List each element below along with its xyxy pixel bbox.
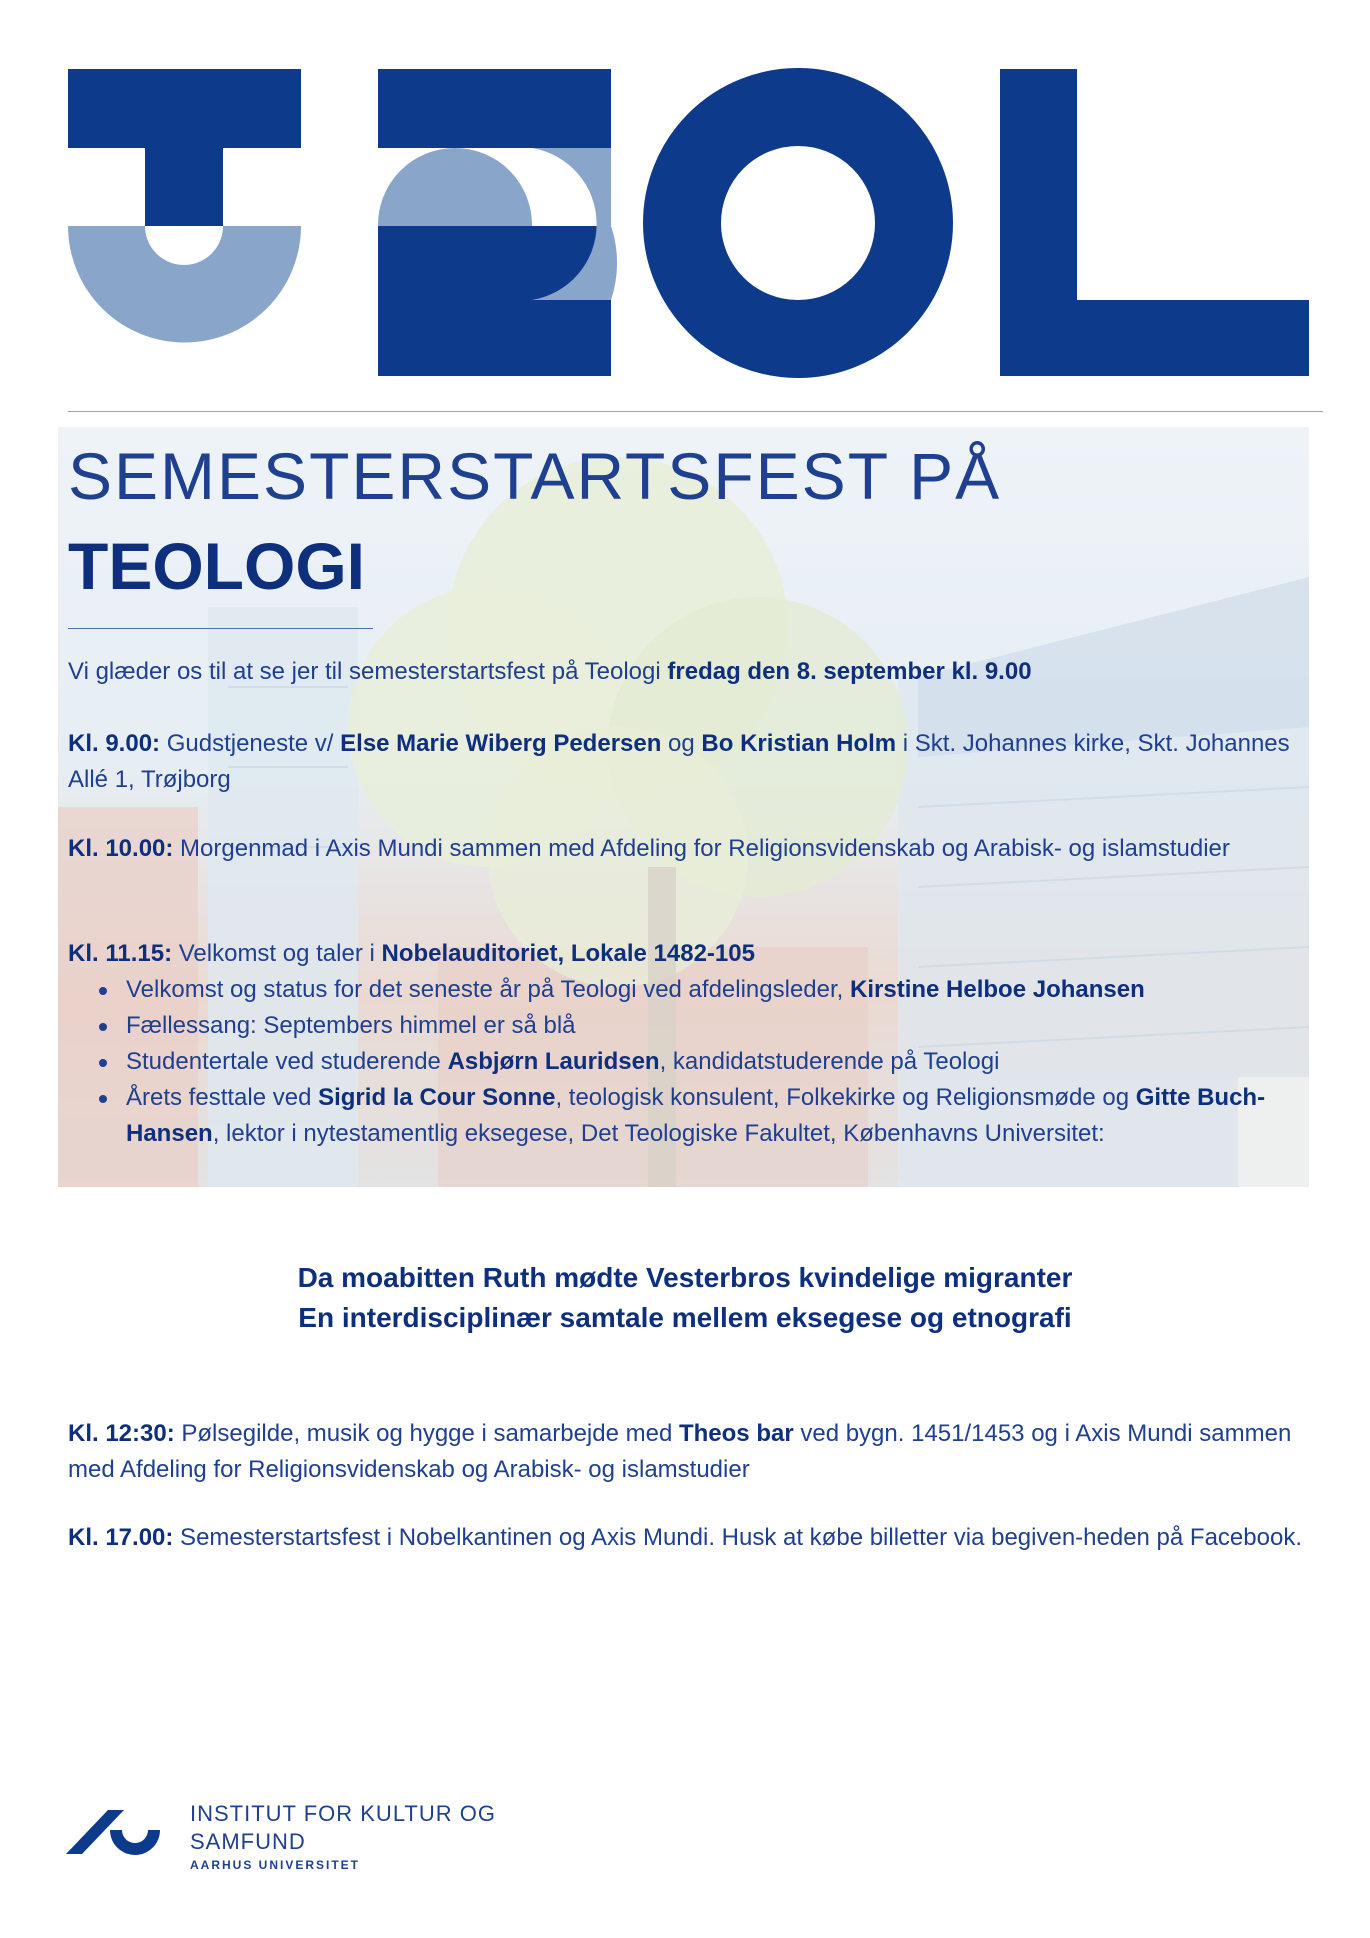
graphic-u-bowl — [68, 226, 301, 342]
bullet-name: Gitte Buch-Hansen — [126, 1084, 1266, 1147]
program-text: Semesterstartsfest i Nobelkantinen og Axis Mundi. Husk at købe billetter via begiven-heden på Facebook. — [173, 1524, 1302, 1551]
footer-department-line-2: SAMFUND — [190, 1829, 306, 1854]
bullet-text: , kandidatstuderende på Teologi — [659, 1048, 1000, 1075]
footer-department-line-1: INSTITUT FOR KULTUR OG — [190, 1801, 496, 1826]
program-name: Theos bar — [678, 1420, 794, 1447]
program-time: Kl. 11.15: — [68, 940, 173, 967]
program-item-1230 — [68, 1416, 1308, 1488]
program-text: Velkomst og taler i — [172, 940, 382, 967]
program-item-1115 — [68, 936, 1308, 972]
bullet-item — [68, 972, 1308, 1008]
graphic-s-curve-light — [378, 148, 455, 226]
program-time: Kl. 12:30: — [68, 1420, 175, 1447]
intro-text: Vi glæder os til at se jer til semesterstartsfest på Teologi — [68, 658, 668, 685]
bullet-text: Årets festtale ved — [126, 1084, 319, 1111]
graphic-s-bottom — [378, 300, 611, 376]
bullet-text: Fællessang: Septembers himmel er så blå — [126, 1012, 576, 1039]
graphic-l-base — [1077, 300, 1309, 376]
bullet-name: Sigrid la Cour Sonne — [318, 1084, 556, 1111]
program-item-1000 — [68, 831, 1308, 867]
graphic-l-stem — [1000, 69, 1077, 376]
intro-paragraph — [68, 654, 1308, 690]
bullet-name: Kirstine Helboe Johansen — [850, 976, 1145, 1003]
headline-line-1: SEMESTERSTARTSFEST PÅ — [68, 439, 1002, 513]
program-item-0900 — [68, 726, 1308, 798]
bullet-text: Studentertale ved studerende — [126, 1048, 448, 1075]
bullet-text: , lektor i nytestamentlig eksegese, Det Teologiske Fakultet, Københavns Universitet: — [212, 1120, 1105, 1147]
lecture-title-line-2: En interdisciplinær samtale mellem eksegese og etnografi — [298, 1302, 1072, 1333]
intro-date: fredag den 8. september kl. 9.00 — [667, 658, 1032, 685]
footer-department — [190, 1800, 496, 1856]
bullet-name: Asbjørn Lauridsen — [447, 1048, 660, 1075]
lecture-title — [0, 1258, 1370, 1338]
graphic-t-bar — [68, 69, 301, 148]
bullet-text: , teologisk konsulent, Folkekirke og Religionsmøde og — [555, 1084, 1136, 1111]
program-name: Bo Kristian Holm — [701, 730, 897, 757]
bullet-item — [68, 1044, 1308, 1080]
program-time: Kl. 10.00: — [68, 835, 174, 862]
program-time: Kl. 17.00: — [68, 1524, 174, 1551]
program-text: ved bygn. 1451/1453 og i Axis Mundi sammen med Afdeling for Religionsvidenskab og Arabisk- og islamstudier — [68, 1420, 1292, 1483]
bullet-item — [68, 1080, 1308, 1152]
program-text: Gudstjeneste v/ — [160, 730, 341, 757]
lecture-title-line-1: Da moabitten Ruth mødte Vesterbros kvindelige migranter — [297, 1262, 1073, 1293]
graphic-t-stem — [145, 148, 223, 226]
graphic-o-ring — [682, 107, 914, 339]
top-divider — [68, 411, 1323, 412]
program-text: i Skt. Johannes kirke, Skt. Johannes Allé 1, Trøjborg — [68, 730, 1290, 793]
headline-line-2: TEOLOGI — [68, 529, 365, 603]
bullet-item — [68, 1008, 1308, 1044]
program-text: og — [661, 730, 702, 757]
program-time: Kl. 9.00: — [68, 730, 161, 757]
brand-graphic — [0, 0, 1370, 420]
program-location: Nobelauditoriet, Lokale 1482-105 — [381, 940, 755, 967]
program-1115-bullets — [68, 972, 1308, 1152]
footer-university: AARHUS UNIVERSITET — [190, 1858, 361, 1872]
program-text: Morgenmad i Axis Mundi sammen med Afdeling for Religionsvidenskab og Arabisk- og islamstudier — [173, 835, 1230, 862]
graphic-s-top — [378, 69, 611, 148]
graphic-s-middle-light — [455, 148, 532, 226]
title-divider — [68, 628, 373, 629]
program-item-1700 — [68, 1520, 1308, 1556]
bullet-text: Velkomst og status for det seneste år på Teologi ved afdelingsleder, — [126, 976, 851, 1003]
program-name: Else Marie Wiberg Pedersen — [340, 730, 662, 757]
aarhus-university-logo-icon — [64, 1802, 174, 1862]
program-text: Pølsegilde, musik og hygge i samarbejde med — [174, 1420, 679, 1447]
